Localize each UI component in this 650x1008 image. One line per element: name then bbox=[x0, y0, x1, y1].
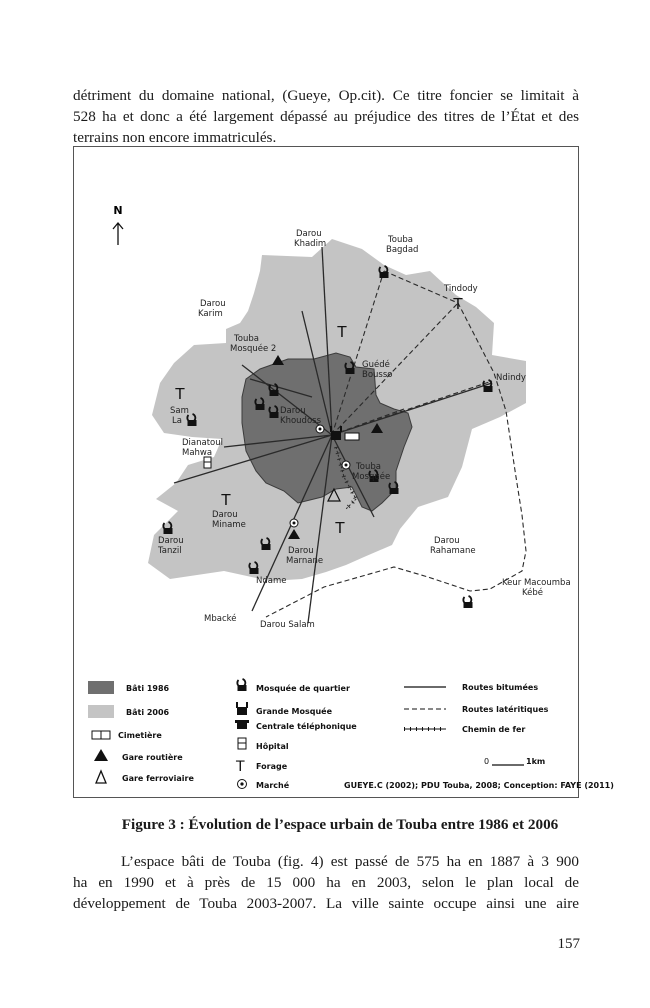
svg-text:Cimetière: Cimetière bbox=[118, 731, 162, 740]
svg-text:1km: 1km bbox=[526, 757, 546, 766]
legend bbox=[88, 679, 614, 790]
market-icon bbox=[342, 461, 350, 469]
map-figure bbox=[73, 146, 614, 798]
place-label: Darou Tanzil bbox=[158, 536, 184, 556]
map-svg bbox=[74, 147, 614, 799]
place-label: Sam La bbox=[170, 406, 189, 426]
svg-text:Marché: Marché bbox=[256, 781, 290, 790]
svg-text:0: 0 bbox=[484, 757, 490, 766]
place-label: Keur Macoumba Kébé bbox=[502, 578, 571, 598]
svg-text:Gare routière: Gare routière bbox=[122, 753, 183, 762]
legend-bus-station-icon bbox=[94, 749, 108, 761]
place-label: Darou Marnane bbox=[286, 546, 324, 566]
place-label: Darou Rahamane bbox=[430, 536, 476, 556]
forage-icon: T bbox=[175, 385, 185, 403]
svg-text:Forage: Forage bbox=[256, 762, 288, 771]
forage-icon: T bbox=[221, 491, 231, 509]
place-label: Mbacké bbox=[204, 614, 237, 624]
bottom-paragraph bbox=[73, 851, 579, 914]
place-label: Touba Mosquée 2 bbox=[230, 334, 277, 354]
svg-text:Routes latéritiques: Routes latéritiques bbox=[462, 705, 549, 714]
svg-text:Bâti 1986: Bâti 1986 bbox=[126, 684, 170, 693]
north-label: N bbox=[113, 204, 123, 217]
place-label: Guédé Bousso bbox=[362, 360, 393, 380]
place-label: Ndindy bbox=[496, 373, 526, 383]
svg-text:Gare ferroviaire: Gare ferroviaire bbox=[122, 774, 194, 783]
legend-forage-icon: T bbox=[236, 759, 245, 775]
legend-hospital-icon bbox=[238, 738, 246, 749]
forage-icon: T bbox=[337, 323, 347, 341]
place-label: Darou Miname bbox=[212, 510, 246, 530]
north-arrow-icon bbox=[113, 223, 123, 245]
svg-text:Grande Mosquée: Grande Mosquée bbox=[256, 707, 333, 716]
forage-icon: T bbox=[335, 519, 345, 537]
market-icon bbox=[316, 425, 324, 433]
forage-icon: T bbox=[453, 295, 463, 313]
place-label: Darou Khoudoss bbox=[280, 406, 322, 426]
mosque-icon bbox=[463, 596, 472, 608]
legend-grand-mosque-icon bbox=[236, 702, 248, 715]
text-line: 528 ha et donc a été largement dépassé au préjudice des titres de l’État et des bbox=[73, 108, 579, 125]
text-line: terrains non encore immatriculés. bbox=[73, 129, 277, 146]
text-line: développement de Touba 2003-2007. La ville sainte occupe ainsi une aire bbox=[73, 895, 579, 912]
text-line: L’espace bâti de Touba (fig. 4) est passé de 575 ha en 1887 à 3 900 bbox=[121, 853, 579, 870]
place-label: Ndame bbox=[256, 576, 287, 586]
place-label: Touba Bagdad bbox=[386, 235, 419, 255]
legend-swatch-bati-1986 bbox=[88, 681, 114, 694]
legend-market-icon bbox=[238, 780, 247, 789]
place-label: Darou Karim bbox=[198, 299, 226, 319]
figure-caption: Figure 3 : Évolution de l’espace urbain de Touba entre 1986 et 2006 bbox=[121, 816, 559, 833]
legend-mosque-icon bbox=[237, 679, 246, 691]
svg-text:Mosquée de quartier: Mosquée de quartier bbox=[256, 684, 350, 693]
top-paragraph bbox=[73, 85, 579, 148]
text-line: ha en 1990 et à près de 15 000 ha en 2003, selon le plan local de bbox=[73, 874, 579, 891]
legend-swatch-bati-2006 bbox=[88, 705, 114, 718]
svg-text:Routes bitumées: Routes bitumées bbox=[462, 683, 539, 692]
svg-text:Centrale téléphonique: Centrale téléphonique bbox=[256, 722, 357, 731]
legend-telephone-icon bbox=[235, 720, 249, 729]
market-icon bbox=[290, 519, 298, 527]
svg-text:Bâti 2006: Bâti 2006 bbox=[126, 708, 170, 717]
map-source: GUEYE.C (2002); PDU Touba, 2008; Conception: FAYE (2011) bbox=[344, 781, 614, 790]
svg-text:Chemin de fer: Chemin de fer bbox=[462, 725, 526, 734]
place-label: Touba Mosquée bbox=[352, 462, 391, 482]
hospital-icon bbox=[204, 457, 211, 468]
text-line: détriment du domaine national, (Gueye, Op.cit). Ce titre foncier se limitait à bbox=[73, 87, 579, 104]
place-label: Darou Khadim bbox=[294, 229, 327, 249]
svg-text:Hôpital: Hôpital bbox=[256, 742, 289, 751]
place-label: Dianatoul Mahwa bbox=[182, 438, 223, 458]
place-label: Darou Salam bbox=[260, 620, 315, 630]
cemetery-icon bbox=[345, 433, 359, 440]
legend-rail-station-icon bbox=[96, 771, 106, 783]
page-number: 157 bbox=[557, 936, 580, 952]
place-label: Tindody bbox=[444, 284, 478, 294]
